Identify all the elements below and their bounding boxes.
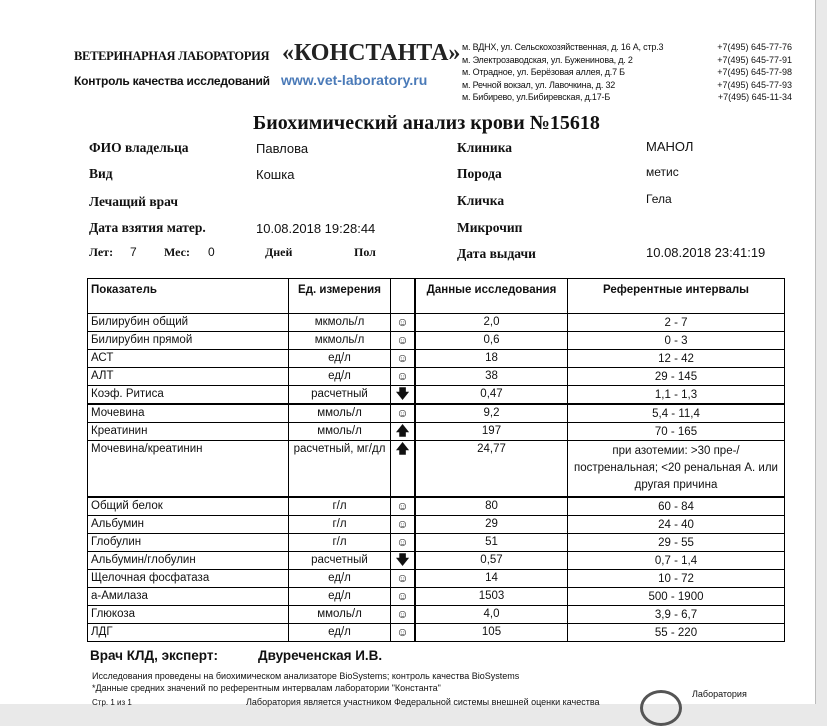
- row-unit: ед/л: [289, 350, 391, 368]
- row-value: 14: [415, 570, 568, 588]
- row-value: 24,77: [415, 441, 568, 498]
- website-link[interactable]: www.vet-laboratory.ru: [281, 72, 428, 88]
- row-parameter: Щелочная фосфатаза: [88, 570, 289, 588]
- owner-label: ФИО владельца: [89, 140, 189, 155]
- table-row: [88, 570, 785, 588]
- row-reference: 70 - 165: [568, 423, 785, 441]
- row-unit: ед/л: [289, 588, 391, 606]
- name-label: Кличка: [457, 193, 505, 208]
- issue-label: Дата выдачи: [457, 246, 536, 261]
- row-reference: 10 - 72: [568, 570, 785, 588]
- quality-caption: Контроль качества исследований: [74, 74, 270, 88]
- row-unit: расчетный: [289, 386, 391, 405]
- row-value: 1503: [415, 588, 568, 606]
- table-row: [88, 386, 785, 405]
- row-value: 9,2: [415, 404, 568, 423]
- arrow-down-icon: 🡇: [391, 386, 416, 405]
- row-reference: 24 - 40: [568, 516, 785, 534]
- page-title: Биохимический анализ крови №15618: [253, 112, 600, 134]
- breed-label: Порода: [457, 166, 502, 181]
- row-unit: ммоль/л: [289, 404, 391, 423]
- smiley-icon: ☺: [391, 588, 416, 606]
- row-reference: 29 - 145: [568, 368, 785, 386]
- smiley-icon: ☺: [391, 368, 416, 386]
- row-unit: г/л: [289, 534, 391, 552]
- table-header: [88, 279, 785, 314]
- certification-label: Лаборатория: [692, 689, 747, 699]
- row-value: 0,57: [415, 552, 568, 570]
- branch-address: м. Отрадное, ул. Берёзовая аллея, д.7 Б: [462, 67, 625, 77]
- branch-address: м. Электрозаводская, ул. Буженинова, д. 2: [462, 54, 633, 65]
- table-row: [88, 441, 785, 498]
- row-value: 0,47: [415, 386, 568, 405]
- row-parameter: Коэф. Ритиса: [88, 386, 289, 405]
- row-unit: ед/л: [289, 624, 391, 642]
- smiley-icon: ☺: [391, 516, 416, 534]
- expert-name: Двуреченская И.В.: [258, 648, 383, 663]
- years-label: Лет:: [89, 245, 114, 259]
- table-row: [88, 534, 785, 552]
- days-label: Дней: [265, 245, 293, 259]
- branch-phone: +7(495) 645-77-98: [717, 67, 792, 77]
- row-unit: мкмоль/л: [289, 314, 391, 332]
- name-value: Гела: [646, 192, 672, 206]
- doctor-label: Лечащий врач: [89, 194, 178, 209]
- arrow-up-icon: 🡅: [391, 441, 416, 498]
- row-reference: 12 - 42: [568, 350, 785, 368]
- branch-phone: +7(495) 645-77-93: [717, 79, 792, 90]
- chip-label: Микрочип: [457, 220, 523, 235]
- header-parameter: Показатель: [88, 279, 289, 314]
- date-value: 10.08.2018 19:28:44: [256, 221, 376, 236]
- row-value: 2,0: [415, 314, 568, 332]
- branch-phone: +7(495) 645-77-76: [717, 42, 792, 52]
- row-value: 0,6: [415, 332, 568, 350]
- row-value: 105: [415, 624, 568, 642]
- breed-value: метис: [646, 165, 679, 179]
- branch-phone: +7(495) 645-77-91: [717, 54, 792, 65]
- owner-value: Павлова: [256, 141, 309, 156]
- row-reference: 3,9 - 6,7: [568, 606, 785, 624]
- smiley-icon: ☺: [391, 404, 416, 423]
- row-unit: ед/л: [289, 368, 391, 386]
- row-parameter: Мочевина: [88, 404, 289, 423]
- table-row: [88, 423, 785, 441]
- row-reference: 29 - 55: [568, 534, 785, 552]
- row-parameter: Глобулин: [88, 534, 289, 552]
- months-value: 0: [208, 245, 215, 259]
- table-row: [88, 497, 785, 516]
- smiley-icon: ☺: [391, 606, 416, 624]
- smiley-icon: ☺: [391, 624, 416, 642]
- results-table: [87, 278, 785, 642]
- arrow-down-icon: 🡇: [391, 552, 416, 570]
- arrow-up-icon: 🡅: [391, 423, 416, 441]
- row-parameter: Мочевина/креатинин: [88, 441, 289, 498]
- lab-title: ВЕТЕРИНАРНАЯ ЛАБОРАТОРИЯ: [74, 49, 270, 63]
- participant-note: Лаборатория является участником Федеральной системы внешней оценки качества: [246, 697, 600, 707]
- table-row: [88, 624, 785, 642]
- row-unit: г/л: [289, 516, 391, 534]
- branch-phone: +7(495) 645-11-34: [717, 92, 792, 102]
- row-value: 51: [415, 534, 568, 552]
- header-flag: [391, 279, 416, 314]
- table-row: [88, 314, 785, 332]
- smiley-icon: ☺: [391, 497, 416, 516]
- row-parameter: Билирубин общий: [88, 314, 289, 332]
- row-value: 80: [415, 497, 568, 516]
- table-row: [88, 368, 785, 386]
- table-row: [88, 516, 785, 534]
- row-value: 29: [415, 516, 568, 534]
- row-unit: г/л: [289, 497, 391, 516]
- row-unit: расчетный: [289, 552, 391, 570]
- row-reference: 5,4 - 11,4: [568, 404, 785, 423]
- row-reference: 60 - 84: [568, 497, 785, 516]
- row-reference: 0,7 - 1,4: [568, 552, 785, 570]
- row-parameter: Креатинин: [88, 423, 289, 441]
- date-label: Дата взятия матер.: [89, 220, 206, 235]
- smiley-icon: ☺: [391, 314, 416, 332]
- row-value: 18: [415, 350, 568, 368]
- certification-logo: [640, 690, 682, 726]
- sex-label: Пол: [354, 245, 376, 259]
- analyzer-note: Исследования проведены на биохимическом анализаторе BioSystems; контроль качества BioSystems: [92, 671, 520, 681]
- row-parameter: Билирубин прямой: [88, 332, 289, 350]
- expert-label: Врач КЛД, эксперт:: [90, 648, 218, 663]
- row-value: 38: [415, 368, 568, 386]
- row-reference: при азотемии: >30 пре-/постренальная; <20 ренальная А. или другая причина: [568, 441, 785, 498]
- row-reference: 500 - 1900: [568, 588, 785, 606]
- clinic-label: Клиника: [457, 140, 513, 155]
- header-unit: Ед. измерения: [289, 279, 391, 314]
- row-parameter: ЛДГ: [88, 624, 289, 642]
- table-row: [88, 606, 785, 624]
- header-value: Данные исследования: [415, 279, 568, 314]
- row-parameter: Глюкоза: [88, 606, 289, 624]
- row-unit: ед/л: [289, 570, 391, 588]
- branch-address: м. Речной вокзал, ул. Лавочкина, д. 32: [462, 79, 616, 90]
- brand-logo: «КОНСТАНТА»: [282, 40, 461, 66]
- months-label: Мес:: [164, 245, 190, 259]
- branch-address: м. Бибирево, ул.Бибиревская, д.17-Б: [462, 92, 611, 102]
- table-row: [88, 350, 785, 368]
- branch-address: м. ВДНХ, ул. Сельскохозяйственная, д. 16 А, стр.3: [462, 42, 664, 52]
- smiley-icon: ☺: [391, 332, 416, 350]
- smiley-icon: ☺: [391, 570, 416, 588]
- row-unit: мкмоль/л: [289, 332, 391, 350]
- row-unit: ммоль/л: [289, 606, 391, 624]
- species-label: Вид: [89, 166, 113, 181]
- table-row: [88, 552, 785, 570]
- row-parameter: Общий белок: [88, 497, 289, 516]
- row-unit: расчетный, мг/дл: [289, 441, 391, 498]
- table-row: [88, 332, 785, 350]
- row-reference: 55 - 220: [568, 624, 785, 642]
- row-reference: 2 - 7: [568, 314, 785, 332]
- smiley-icon: ☺: [391, 350, 416, 368]
- row-parameter: АСТ: [88, 350, 289, 368]
- row-value: 4,0: [415, 606, 568, 624]
- years-value: 7: [130, 245, 137, 259]
- page-number: Стр. 1 из 1: [92, 698, 132, 707]
- table-row: [88, 588, 785, 606]
- clinic-value: МАНОЛ: [646, 139, 694, 154]
- reference-note: *Данные средних значений по референтным интервалам лаборатории "Константа": [92, 683, 441, 693]
- row-reference: 0 - 3: [568, 332, 785, 350]
- row-parameter: Альбумин: [88, 516, 289, 534]
- row-parameter: АЛТ: [88, 368, 289, 386]
- species-value: Кошка: [256, 167, 295, 182]
- issue-value: 10.08.2018 23:41:19: [646, 245, 766, 260]
- smiley-icon: ☺: [391, 534, 416, 552]
- row-value: 197: [415, 423, 568, 441]
- row-parameter: а-Амилаза: [88, 588, 289, 606]
- row-parameter: Альбумин/глобулин: [88, 552, 289, 570]
- table-row: [88, 404, 785, 423]
- row-unit: ммоль/л: [289, 423, 391, 441]
- row-reference: 1,1 - 1,3: [568, 386, 785, 405]
- header-reference: Референтные интервалы: [568, 279, 785, 314]
